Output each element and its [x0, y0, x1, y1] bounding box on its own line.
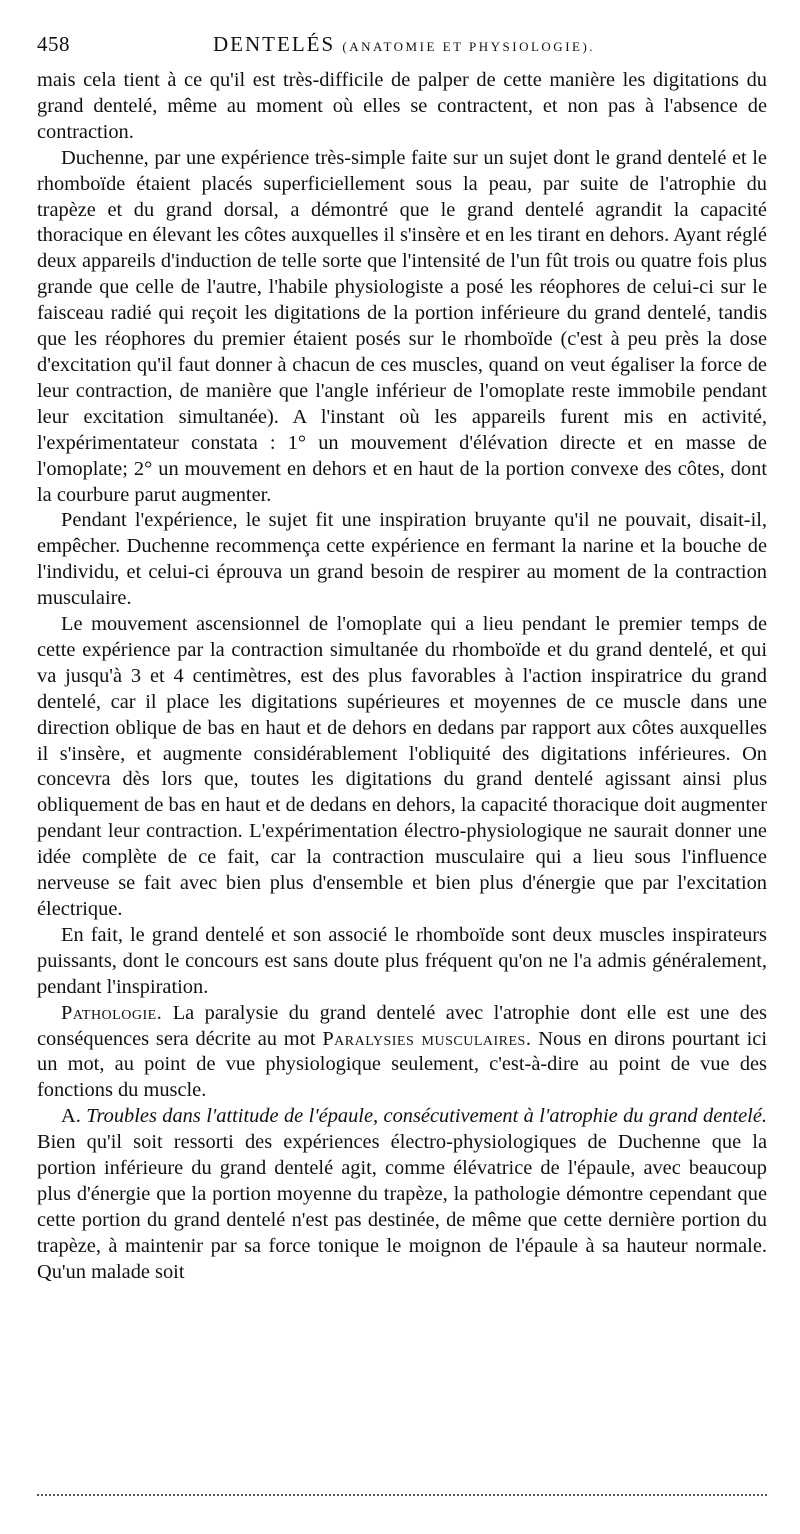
running-title-main: DENTELÉS [213, 32, 336, 56]
pathologie-text-b: Nous en dirons pourtant ici un mot, au point de vue physiologique seulement, c'est-à-dire au point de vue des fonctions du muscle. [37, 1027, 767, 1102]
pathologie-text-a: La paralysie du grand dentelé avec l'atrophie dont elle est une des conséquences sera décrite au mot [37, 1001, 767, 1050]
section-a-title: Troubles dans l'attitude de l'épaule, consécutivement à l'atrophie du grand dentelé. [80, 1105, 767, 1128]
footer-dotted-rule [37, 1494, 767, 1499]
paragraph-pathologie [37, 1001, 767, 1105]
paragraph-3: Pendant l'expérience, le sujet fit une inspiration bruyante qu'il ne pouvait, disait-il, empêcher. Duchenne recommença cette expérience en fermant la narine et la bouche de l'individu, et celui-ci éprouva un grand besoin de respirer au moment de la contraction musculaire. [37, 509, 767, 610]
body-text [37, 68, 767, 1286]
running-title-subtitle: (ANATOMIE ET PHYSIOLOGIE). [342, 39, 596, 54]
paragraph-4: Le mouvement ascensionnel de l'omoplate qui a lieu pendant le premier temps de cette expérience par la contraction simultanée du rhomboïde et du grand dentelé, et qui va jusqu'à 3 et 4 centimètres, est des plus favorables à l'action inspiratrice du grand dentelé, car il place les digitations supérieures et moyennes de ce muscle dans une direction oblique de bas en haut et de dehors en dedans par rapport aux côtes auxquelles il s'insère, et augmente considérablement l'obliquité des digitations inférieures. On concevra dès lors que, toutes les digitations du grand dentelé agissant ainsi plus obliquement de bas en haut et de dedans en dehors, la capacité thoracique doit augmenter pendant leur contraction. L'expérimentation électro-physiologique ne saurait donner une idée complète de ce fait, car la contraction musculaire qui a lieu sous l'influence nerveuse se fait avec bien plus d'ensemble et bien plus d'énergie que par l'excitation électrique. [37, 613, 767, 920]
section-heading-pathologie: Pathologie. [61, 1001, 163, 1024]
paragraph-2: Duchenne, par une expérience très-simple faite sur un sujet dont le grand dentelé et le rhomboïde étaient placés superficiellement sous la peau, par suite de l'atrophie du trapèze et du grand dorsal, a démontré que le grand dentelé agrandit la capacité thoracique en élevant les côtes auxquelles il s'insère et en les tirant en dehors. Ayant réglé deux appareils d'induction de telle sorte que l'intensité de l'un fût trois ou quatre fois plus grande que celle de l'autre, l'habile physiologiste a posé les réophores de celui-ci sur le faisceau radié qui reçoit les digitations de la portion inférieure du grand dentelé, tandis que les réophores du premier étaient posés sur le rhomboïde (c'est à peu près la dose d'excitation qu'il faut donner à chacun de ces muscles, quand on veut égaliser la force de leur contraction, de manière que l'angle inférieur de l'omoplate reste immobile pendant leur excitation simultanée). A l'instant où les appareils furent mis en activité, l'expérimentateur constata : 1° un mouvement d'élévation directe et en masse de l'omoplate; 2° un mouvement en dehors et en haut de la portion convexe des côtes, dont la courbure parut augmenter. [37, 146, 767, 506]
document-page [37, 28, 767, 1286]
section-letter: A. [61, 1105, 81, 1128]
paragraph-5: En fait, le grand dentelé et son associé le rhomboïde sont deux muscles inspirateurs puissants, dont le concours est sans doute plus fréquent qu'on ne l'a admis généralement, pendant l'inspiration. [37, 923, 767, 998]
section-a-text: Bien qu'il soit ressorti des expériences électro-physiologiques de Duchenne que la portion inférieure du grand dentelé agit, comme élévatrice de l'épaule, avec beaucoup plus d'énergie que la portion moyenne du trapèze, la pathologie démontre cependant que cette portion du grand dentelé n'est pas destinée, de même que cette dernière portion du trapèze, à maintenir par sa force tonique le moignon de l'épaule à sa hauteur normale. Qu'un malade soit [37, 1131, 767, 1283]
page-header [37, 28, 767, 68]
paragraph-1: mais cela tient à ce qu'il est très-difficile de palper de cette manière les digitations du grand dentelé, même au moment où elles se contractent, et non pas à l'absence de contraction. [37, 69, 767, 143]
cross-reference: Paralysies musculaires. [322, 1027, 532, 1050]
paragraph-section-a [37, 1104, 767, 1285]
running-title [213, 32, 595, 57]
page-number: 458 [37, 32, 70, 56]
